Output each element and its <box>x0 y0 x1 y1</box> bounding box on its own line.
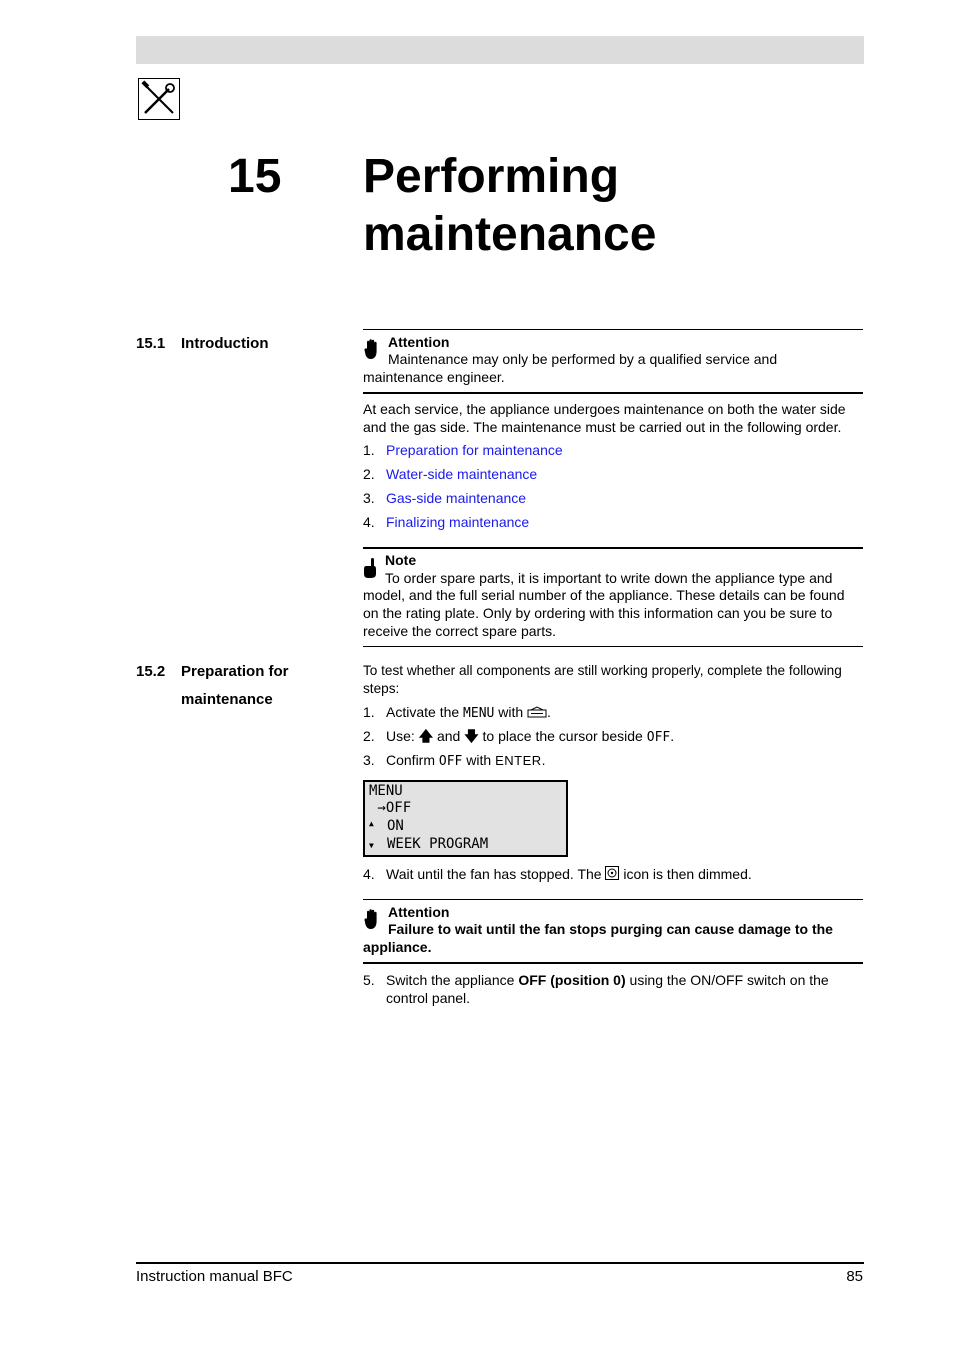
lcd-up-marker: ▲ <box>369 819 374 828</box>
step-text: . <box>670 728 675 744</box>
divider <box>363 899 863 900</box>
step-5 <box>363 972 863 1007</box>
note-line: on the rating plate. Only by ordering with this information can you be sure to <box>363 605 833 621</box>
attention-line: appliance. <box>363 939 432 955</box>
paragraph-line: To test whether all components are still working properly, complete the following <box>363 663 842 678</box>
intro-paragraph <box>363 401 863 436</box>
footer-title: Instruction manual BFC <box>136 1268 293 1285</box>
intro-paragraph <box>363 662 863 697</box>
step-text: and <box>433 728 465 744</box>
arrow-down-icon: 🡇 <box>464 728 479 744</box>
section-title-line2: maintenance <box>181 691 273 708</box>
list-item <box>363 490 863 514</box>
chapter-title-line1: Performing <box>363 150 620 203</box>
attention-line: maintenance engineer. <box>363 369 505 385</box>
paragraph-line: and the gas side. The maintenance must be carried out in the following order. <box>363 418 842 435</box>
note-line: model, and the full serial number of the appliance. These details can be found <box>363 587 845 603</box>
list-number: 4. <box>363 866 375 882</box>
attention-line: Failure to wait until the fan stops purging can cause damage to the <box>388 921 833 937</box>
divider <box>363 392 863 394</box>
step-text: Switch the appliance <box>386 972 519 988</box>
divider <box>363 646 863 647</box>
section-title-line1: Preparation for <box>181 663 289 680</box>
step-text: to place the cursor beside <box>478 728 647 744</box>
menu-code: OFF <box>438 754 463 769</box>
chapter-title-line2: maintenance <box>363 208 657 261</box>
enter-key-label: ENTER <box>495 753 542 768</box>
list-number: 1. <box>363 704 375 720</box>
hand-stop-icon <box>363 338 381 363</box>
step-text: Activate the <box>386 704 464 720</box>
hand-stop-icon <box>363 908 381 933</box>
section-title <box>181 662 289 710</box>
footer-divider <box>136 1262 864 1264</box>
list-item <box>363 442 863 466</box>
step-2 <box>363 728 863 747</box>
divider <box>363 547 863 549</box>
lcd-down-marker: ▼ <box>369 841 374 850</box>
chapter-title <box>363 148 656 264</box>
step-text: with <box>462 752 496 768</box>
maintenance-steps-list <box>363 442 863 538</box>
menu-code: OFF <box>646 730 671 745</box>
paragraph-line: At each service, the appliance undergoes maintenance on both the water side <box>363 401 846 417</box>
menu-key-icon <box>527 705 547 723</box>
menu-code: MENU <box>463 706 495 721</box>
list-number: 4. <box>363 514 375 530</box>
pointing-hand-icon <box>363 557 377 582</box>
step-text: control panel. <box>386 989 471 1006</box>
step-text: Wait until the fan has stopped. The <box>386 866 606 882</box>
list-number: 5. <box>363 972 375 988</box>
list-item <box>363 466 863 490</box>
step-4 <box>363 866 863 885</box>
attention-heading: Attention <box>388 904 450 920</box>
step-1 <box>363 704 863 723</box>
page-number: 85 <box>846 1268 863 1285</box>
note-line: receive the correct spare parts. <box>363 623 556 639</box>
maintenance-tools-icon <box>138 78 180 120</box>
note-line: To order spare parts, it is important to write down the appliance type and <box>385 570 833 586</box>
step-text: Use: <box>386 728 419 744</box>
link-finalizing[interactable]: Finalizing maintenance <box>386 514 530 530</box>
lcd-line: ON <box>387 818 404 834</box>
lcd-display <box>363 780 568 857</box>
divider <box>363 962 863 964</box>
step-text: with <box>494 704 528 720</box>
attention-heading: Attention <box>388 334 450 350</box>
list-item <box>363 514 863 538</box>
step-text: . <box>547 704 551 720</box>
step-text: Confirm <box>386 752 439 768</box>
step-text: . <box>541 752 546 768</box>
section-title: Introduction <box>181 335 269 352</box>
chapter-number: 15 <box>228 150 282 203</box>
section-number: 15.2 <box>136 663 166 680</box>
step-3 <box>363 752 863 771</box>
section-number: 15.1 <box>136 335 166 352</box>
list-number: 3. <box>363 490 375 506</box>
step-text: icon is then dimmed. <box>619 866 752 882</box>
link-preparation[interactable]: Preparation for maintenance <box>386 442 563 458</box>
list-number: 1. <box>363 442 375 458</box>
paragraph-line: steps: <box>363 680 400 696</box>
lcd-line: →OFF <box>369 800 412 816</box>
attention-line: Maintenance may only be performed by a qualified service and <box>388 351 778 367</box>
lcd-line: WEEK PROGRAM <box>387 836 489 852</box>
header-bar <box>136 36 864 64</box>
fan-icon <box>605 866 619 885</box>
link-water-side[interactable]: Water-side maintenance <box>386 466 538 482</box>
step-text-bold: OFF (position 0) <box>518 972 626 988</box>
lcd-line: MENU <box>369 783 403 799</box>
divider <box>363 329 863 330</box>
step-text: using the ON/OFF switch on the <box>625 972 829 988</box>
list-number: 3. <box>363 752 375 768</box>
arrow-up-icon: 🡅 <box>418 728 434 744</box>
list-number: 2. <box>363 466 375 482</box>
link-gas-side[interactable]: Gas-side maintenance <box>386 490 527 506</box>
note-heading: Note <box>385 552 417 568</box>
list-number: 2. <box>363 728 375 744</box>
